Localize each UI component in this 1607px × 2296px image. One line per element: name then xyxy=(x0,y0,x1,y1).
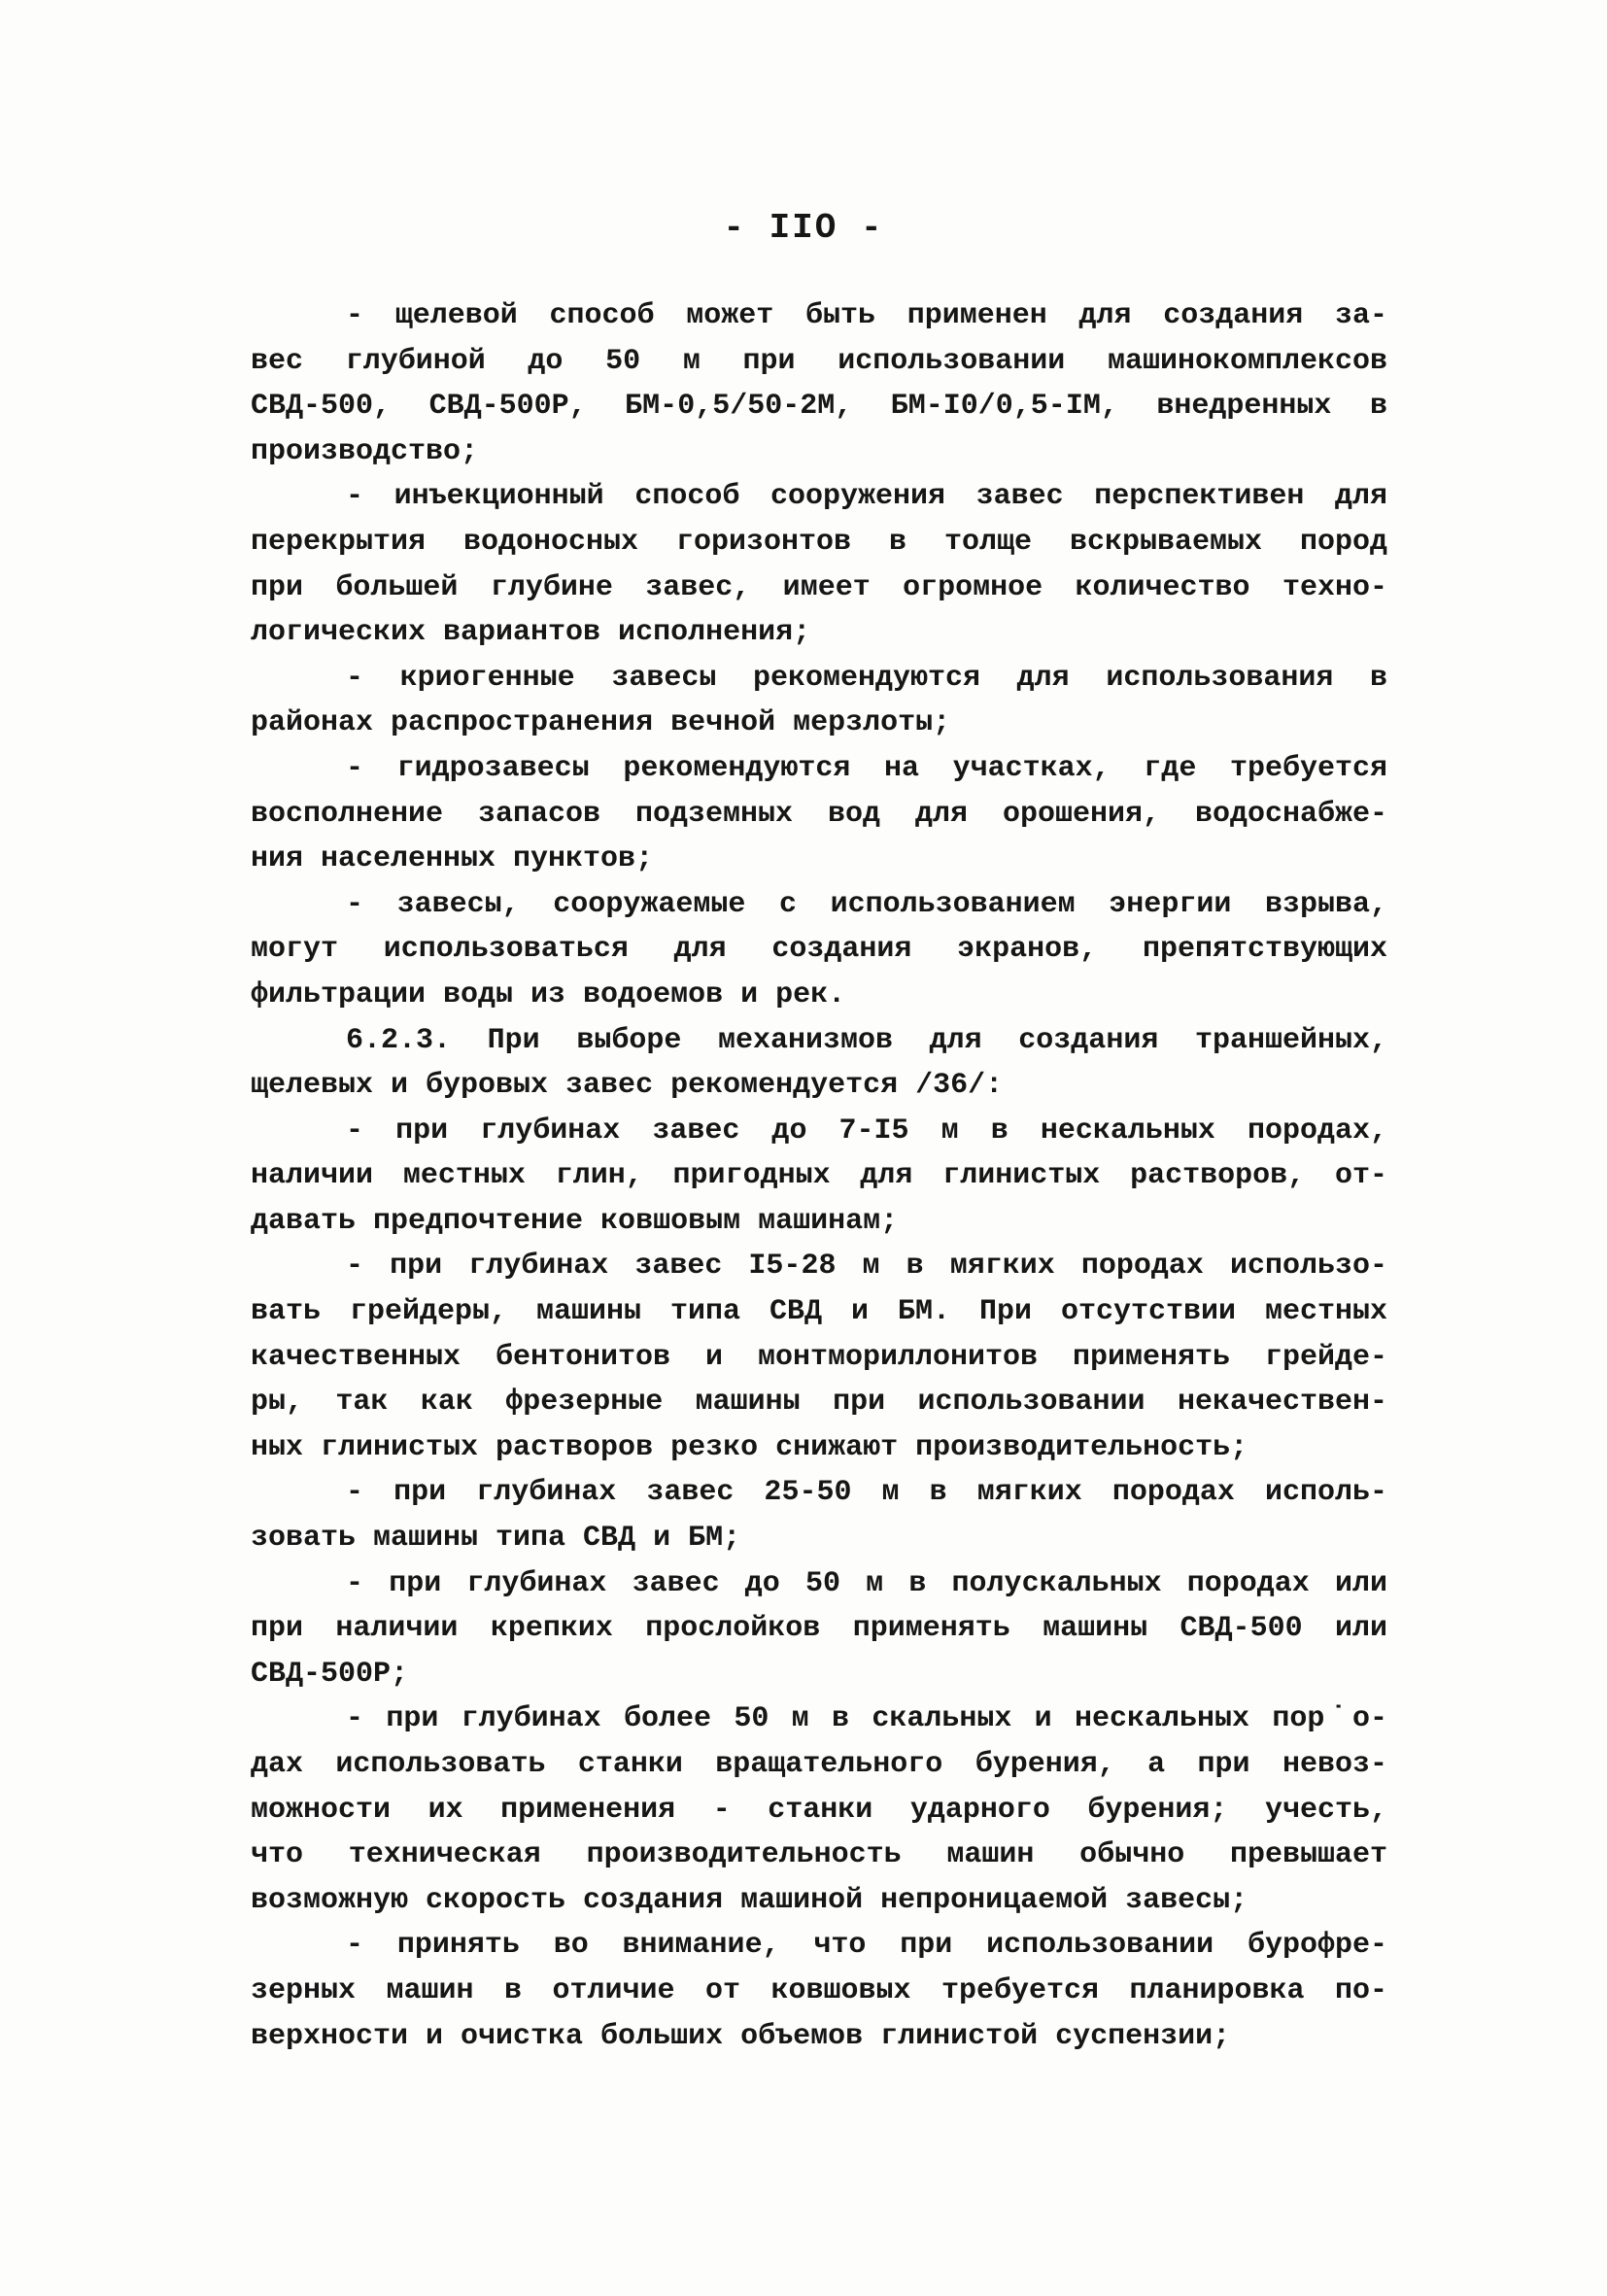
text-line: - при глубинах более 50 м в скальных и нескальных пор˙о- xyxy=(346,1702,1387,1736)
text-line: вать грейдеры, машины типа СВД и БМ. При отсутствии местных xyxy=(251,1295,1387,1329)
text-line: - при глубинах завес до 7-I5 м в нескальных породах, xyxy=(346,1114,1387,1148)
text-line: при большей глубине завес, имеет огромное количество техно- xyxy=(251,570,1387,604)
text-line: ры, так как фрезерные машины при использовании некачествен- xyxy=(251,1386,1387,1420)
text-line: районах распространения вечной мерзлоты; xyxy=(251,706,951,740)
text-line: наличии местных глин, пригодных для глинистых растворов, от- xyxy=(251,1159,1387,1193)
text-line: возможную скорость создания машиной непроницаемой завесы; xyxy=(251,1883,1248,1917)
text-line: ных глинистых растворов резко снижают производительность; xyxy=(251,1430,1248,1464)
text-line: - при глубинах завес до 50 м в полускальных породах или xyxy=(346,1566,1387,1600)
text-line: восполнение запасов подземных вод для орошения, водоснабже- xyxy=(251,797,1387,831)
text-line: фильтрации воды из водоемов и рек. xyxy=(251,977,846,1011)
text-line: щелевых и буровых завес рекомендуется /36/: xyxy=(251,1069,1004,1103)
text-line: вес глубиной до 50 м при использовании машинокомплексов xyxy=(251,344,1387,378)
text-line: что техническая производительность машин обычно превышает xyxy=(251,1838,1387,1872)
text-line: - криогенные завесы рекомендуются для использования в xyxy=(346,661,1387,695)
text-body xyxy=(251,293,1387,2059)
text-line: качественных бентонитов и монтмориллонитов применять грейде- xyxy=(251,1340,1387,1374)
text-line: производство; xyxy=(251,434,479,468)
text-line: перекрытия водоносных горизонтов в толще вскрываемых пород xyxy=(251,525,1387,559)
text-line: можности их применения - станки ударного бурения; учесть, xyxy=(251,1793,1387,1827)
text-line: СВД-500Р; xyxy=(251,1657,409,1691)
text-line: - завесы, сооружаемые с использованием энергии взрыва, xyxy=(346,887,1387,921)
text-line: зовать машины типа СВД и БМ; xyxy=(251,1522,741,1556)
text-line: при наличии крепких прослойков применять машины СВД-500 или xyxy=(251,1612,1387,1646)
text-line: - щелевой способ может быть применен для создания за- xyxy=(346,299,1387,332)
text-line: ния населенных пунктов; xyxy=(251,842,654,876)
text-line: зерных машин в отличие от ковшовых требуется планировка по- xyxy=(251,1973,1387,2007)
text-line: - при глубинах завес 25-50 м в мягких породах исполь- xyxy=(346,1476,1387,1510)
page-number: - IIO - xyxy=(723,208,884,248)
text-line: - инъекционный способ сооружения завес перспективен для xyxy=(346,480,1387,514)
text-line: логических вариантов исполнения; xyxy=(251,616,811,650)
text-line: 6.2.3. При выборе механизмов для создания траншейных, xyxy=(346,1023,1387,1057)
text-line: давать предпочтение ковшовым машинам; xyxy=(251,1204,899,1238)
text-line: - принять во внимание, что при использовании бурофре- xyxy=(346,1929,1387,1963)
text-line: - гидрозавесы рекомендуются на участках, где требуется xyxy=(346,751,1387,785)
text-line: - при глубинах завес I5-28 м в мягких породах использо- xyxy=(346,1250,1387,1284)
text-line: верхности и очистка больших объемов глинистой суспензии; xyxy=(251,2019,1231,2053)
text-line: СВД-500, СВД-500Р, БМ-0,5/50-2М, БМ-I0/0,5-IМ, внедренных в xyxy=(251,390,1387,424)
text-line: дах использовать станки вращательного бурения, а при невоз- xyxy=(251,1748,1387,1781)
text-line: могут использоваться для создания экранов, препятствующих xyxy=(251,933,1387,967)
